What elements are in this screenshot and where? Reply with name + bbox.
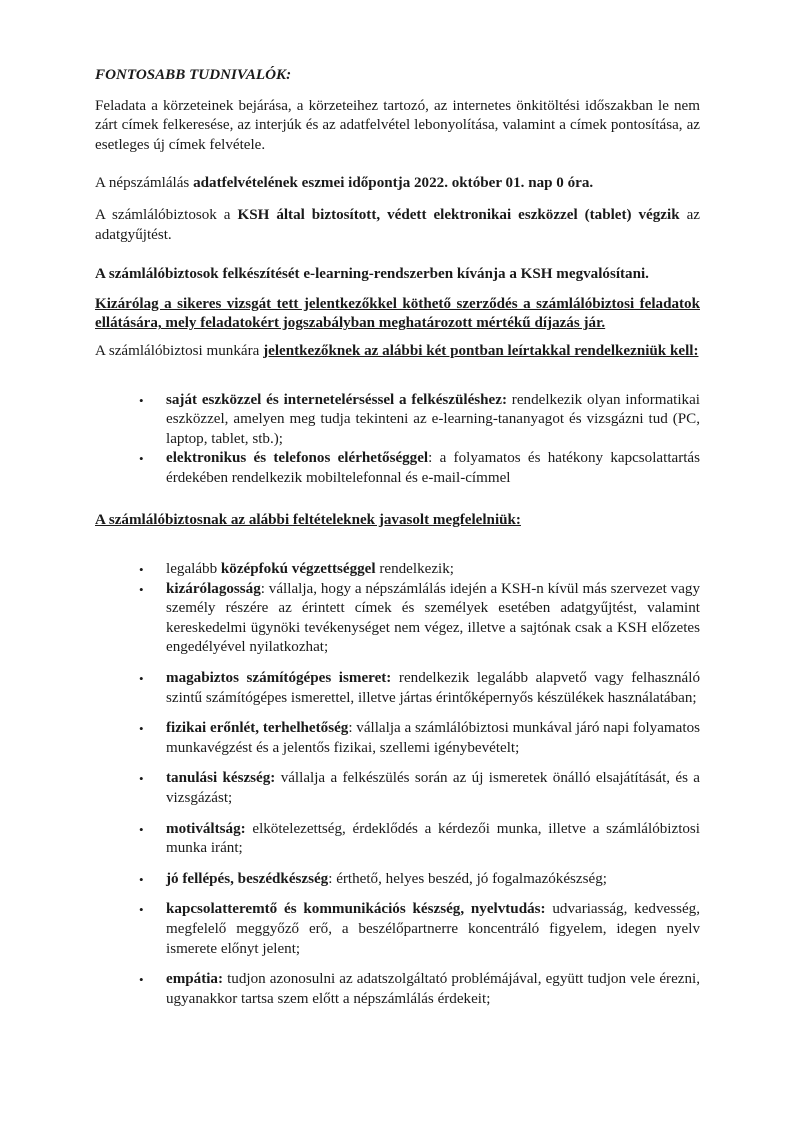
list-item-text: : vállalja, hogy a népszámlálás idején a KSH-n kívül más szervezet vagy személy részére az érintett címek és személyek esetében adatgyűjtést, valamint kereskedelmi ügynöki tevékenységet nem végez, illetve a sajtónak csak a KSH előzetes engedélyével nyilatkozhat; [166, 580, 700, 656]
list-item [94, 820, 700, 859]
list-item [94, 970, 700, 1009]
list-item-bold: kapcsolatteremtő és kommunikációs készség, nyelvtudás: [166, 901, 546, 918]
list-item-bold: saját eszközzel és internetelérséssel a felkészüléshez: [166, 391, 507, 408]
list-item-text: tudjon azonosulni az adatszolgáltató problémájával, együtt tudjon vele érezni, ugyanakkor tartsa szem előtt a népszámlálás érdekeit; [166, 971, 700, 1007]
list-item-bold: kizárólagosság [166, 580, 261, 597]
tablet-bold: KSH által biztosított, védett elektronikai eszközzel (tablet) végzik [237, 206, 680, 223]
bullet-icon: • [139, 972, 144, 988]
list-item-bold: empátia: [166, 971, 224, 988]
list-item-text: : vállalja a számlálóbiztosi munkával járó napi folyamatos munkavégzést és a jelentős fizikai, szellemi igénybevételt; [166, 720, 700, 756]
list-item-text: rendelkezik legalább alapvető vagy felhasználó szintű számítógépes ismerettel, illetve jártas érintőképernyős készülékek használatában; [166, 670, 700, 706]
list-item-prefix: legalább [166, 561, 221, 578]
paragraph-contract: Kizárólag a sikeres vizsgát tett jelentkezőkkel köthető szerződés a számlálóbiztosi feladatok ellátására, mely feladatokért jogszabályban meghatározott mértékű díjazás jár. [95, 295, 700, 332]
paragraph-recommended-heading: A számlálóbiztosnak az alábbi feltételeknek javasolt megfelelniük: [95, 511, 521, 528]
document-page [95, 60, 700, 1009]
bullet-icon: • [139, 721, 144, 737]
bullet-icon: • [139, 671, 144, 687]
reference-time-prefix: A népszámlálás [95, 175, 194, 192]
recommended-list [95, 560, 700, 1009]
list-item [94, 580, 700, 658]
requirements-underlined: jelentkezőknek az alábbi két pontban leírtakkal rendelkezniük kell: [263, 342, 699, 359]
list-item [94, 719, 700, 758]
list-item-bold: középfokú végzettséggel [220, 561, 376, 578]
list-item-bold: elektronikus és telefonos elérhetőséggel [166, 450, 429, 467]
list-item-text: vállalja a felkészülés során az új ismeretek önálló elsajátítását, és a vizsgázást; [166, 770, 700, 807]
bullet-icon: • [139, 451, 144, 467]
list-item-bold: jó fellépés, beszédkészség [166, 870, 329, 887]
list-item-text: : érthető, helyes beszéd, jó fogalmazókészség; [328, 870, 607, 887]
reference-time-bold: adatfelvételének eszmei időpontja 2022. október 01. nap 0 óra. [193, 175, 594, 192]
tablet-prefix: A számlálóbiztosok a [95, 206, 238, 223]
paragraph-elearning: A számlálóbiztosok felkészítését e-learning-rendszerben kívánja a KSH megvalósítani. [95, 266, 649, 283]
bullet-icon: • [139, 771, 144, 787]
paragraph-reference-time [95, 174, 700, 194]
bullet-icon: • [139, 902, 144, 918]
bullet-icon: • [139, 562, 144, 578]
list-item-bold: motiváltság: [166, 820, 246, 837]
list-item [94, 449, 700, 488]
required-list [95, 391, 700, 489]
list-item [94, 560, 700, 580]
bullet-icon: • [139, 392, 144, 408]
list-item [94, 769, 700, 808]
bullet-icon: • [139, 581, 144, 597]
tablet-suffix: az adatgyűjtést. [95, 206, 700, 243]
bullet-icon: • [139, 871, 144, 887]
list-item-text: rendelkezik; [375, 561, 454, 578]
list-item [94, 669, 700, 708]
paragraph-tablet [95, 206, 700, 245]
list-item-text: : a folyamatos és hatékony kapcsolattartás érdekében rendelkezik mobiltelefonnal és e-mail-címmel [166, 450, 701, 486]
paragraph-requirements-intro [95, 342, 700, 362]
paragraph-duties: Feladata a körzeteinek bejárása, a körzeteihez tartozó, az internetes önkitöltési időszakban le nem zárt címek felkeresése, az interjúk és az adatfelvétel lebonyolítása, valamint a címek pontosítása, az esetleges új címek felvétele. [95, 97, 700, 153]
list-item-bold: fizikai erőnlét, terhelhetőség [166, 720, 349, 737]
list-item-text: elkötelezettség, érdeklődés a kérdezői munka, illetve a számlálóbiztosi munka iránt; [166, 820, 700, 857]
page-heading: FONTOSABB TUDNIVALÓK: [95, 67, 292, 83]
list-item-text: udvariasság, kedvesség, megfelelő meggyőző erő, a beszélőpartnerre koncentráló figyelem, idegen nyelv ismerete előnyt jelent; [166, 901, 700, 957]
list-item [94, 391, 700, 450]
list-item [94, 870, 700, 890]
list-item-bold: tanulási készség: [166, 770, 276, 787]
list-item [94, 900, 700, 959]
list-item-bold: magabiztos számítógépes ismeret: [166, 670, 392, 687]
list-item-text: rendelkezik olyan informatikai eszközzel, amelyen meg tudja tekinteni az e-learning-tananyagot és vizsgázni tud (PC, laptop, tablet, stb.); [166, 391, 701, 447]
requirements-prefix: A számlálóbiztosi munkára [95, 342, 264, 359]
bullet-icon: • [139, 821, 144, 837]
